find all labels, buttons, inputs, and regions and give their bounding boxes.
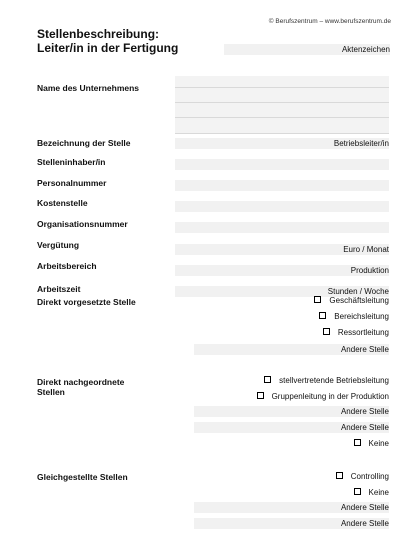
option-stellvertretende-betriebsleitung[interactable] [264,376,389,386]
andere-stelle-label: Andere Stelle [340,345,389,354]
personalnummer-field[interactable] [175,180,389,191]
label-bezeichnung: Bezeichnung der Stelle [37,138,131,148]
label-personalnummer: Personalnummer [37,178,107,188]
unternehmen-line-3 [175,117,389,118]
checkbox-icon[interactable] [264,376,271,383]
label-nachgeordnete-line-1: Direkt nachgeordnete [37,377,125,387]
label-kostenstelle: Kostenstelle [37,198,88,208]
label-nachgeordnete [37,377,124,397]
arbeitsbereich-value: Produktion [350,266,389,275]
option-label: Geschäftsleitung [329,296,389,305]
checkbox-icon[interactable] [257,392,264,399]
verguetung-field[interactable] [175,244,389,255]
bezeichnung-value: Betriebsleiter/in [333,139,389,148]
option-label: Keine [368,439,389,448]
option-label: Gruppenleitung in der Produktion [271,392,389,401]
unternehmen-field[interactable] [175,76,389,134]
checkbox-icon[interactable] [354,488,361,495]
checkbox-icon[interactable] [319,312,326,319]
nachgeordnete-andere-field-2[interactable] [194,422,389,433]
label-nachgeordnete-line-2: Stellen [37,387,65,397]
nachgeordnete-andere-field-1[interactable] [194,406,389,417]
option-label: Keine [368,488,389,497]
aktenzeichen-field[interactable] [224,44,390,55]
gleichgestellte-andere-field-2[interactable] [194,518,389,529]
label-vorgesetzte: Direkt vorgesetzte Stelle [37,297,136,307]
title-line-1: Stellenbeschreibung: [37,27,160,41]
unternehmen-line-2 [175,102,389,103]
checkbox-icon[interactable] [314,296,321,303]
label-inhaber: Stelleninhaber/in [37,157,106,167]
label-gleichgestellte: Gleichgestellte Stellen [37,472,128,482]
document-title [37,27,178,55]
organisationsnummer-field[interactable] [175,222,389,233]
bezeichnung-field[interactable] [175,138,389,149]
inhaber-field[interactable] [175,159,389,170]
checkbox-icon[interactable] [323,328,330,335]
label-verguetung: Vergütung [37,240,80,250]
option-controlling[interactable] [336,472,389,482]
label-arbeitszeit: Arbeitszeit [37,284,81,294]
gleichgestellte-andere-field-1[interactable] [194,502,389,513]
option-label: Bereichsleitung [334,312,389,321]
arbeitsbereich-field[interactable] [175,265,389,276]
checkbox-icon[interactable] [336,472,343,479]
option-label: stellvertretende Betriebsleitung [279,376,389,385]
checkbox-icon[interactable] [354,439,361,446]
option-gruppenleitung[interactable] [257,392,389,402]
option-label: Controlling [350,472,389,481]
option-bereichsleitung[interactable] [319,312,389,322]
andere-stelle-label: Andere Stelle [340,423,389,432]
unternehmen-line-1 [175,87,389,88]
vorgesetzte-andere-field[interactable] [194,344,389,355]
unternehmen-line-4 [175,133,389,134]
andere-stelle-label: Andere Stelle [340,503,389,512]
title-line-2: Leiter/in in der Fertigung [37,41,179,55]
option-label: Ressortleitung [337,328,389,337]
option-ressortleitung[interactable] [323,328,389,338]
aktenzeichen-label: Aktenzeichen [341,45,390,54]
andere-stelle-label: Andere Stelle [340,519,389,528]
andere-stelle-label: Andere Stelle [340,407,389,416]
option-gleichgestellte-keine[interactable] [354,488,389,498]
option-geschaeftsleitung[interactable] [314,296,389,306]
label-unternehmen: Name des Unternehmens [37,83,140,93]
verguetung-value: Euro / Monat [343,245,389,254]
label-arbeitsbereich: Arbeitsbereich [37,261,97,271]
arbeitszeit-value: Stunden / Woche [327,287,389,296]
copyright-notice: © Berufszentrum – www.berufszentrum.de [268,18,391,25]
label-organisationsnummer: Organisationsnummer [37,219,128,229]
kostenstelle-field[interactable] [175,201,389,212]
option-nachgeordnete-keine[interactable] [354,439,389,449]
